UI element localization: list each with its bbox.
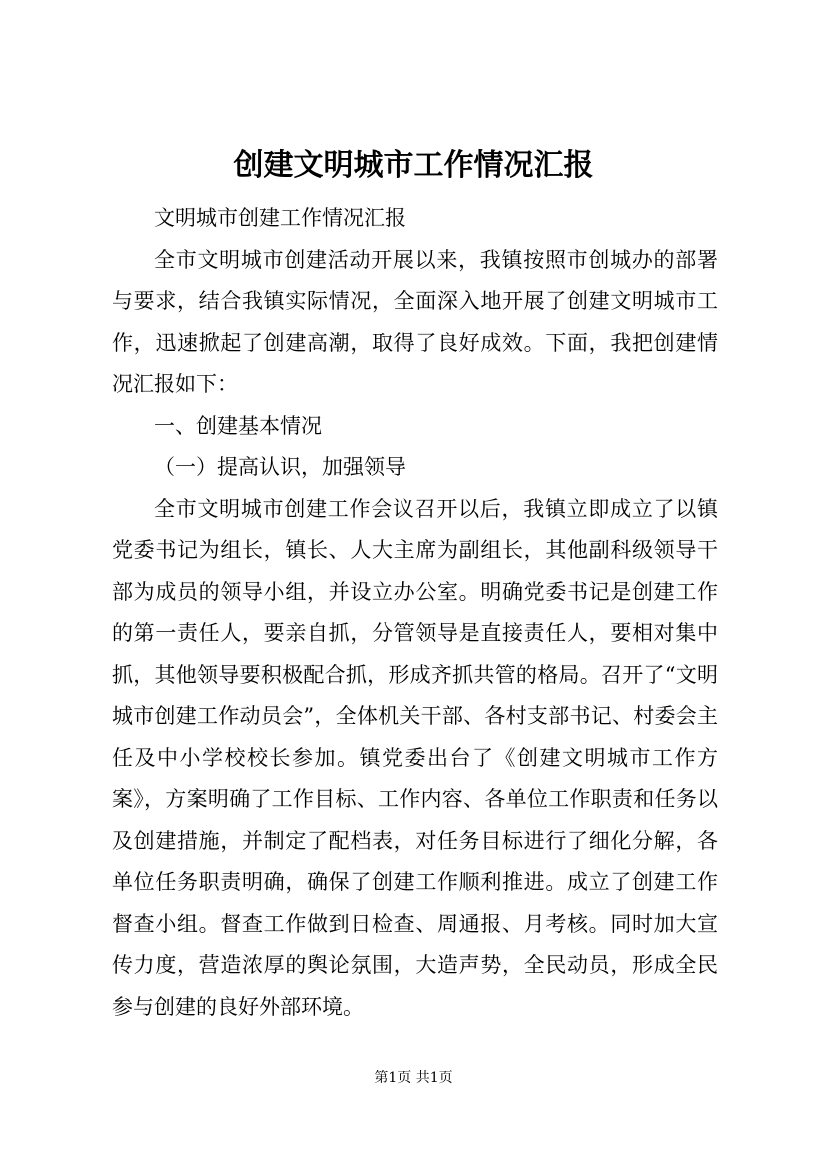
subsection-heading: （一）提高认识，加强领导: [154, 455, 406, 479]
page-footer: 第1页 共1页: [374, 1070, 453, 1086]
paragraph-leadership: 全市文明城市创建工作会议召开以后，我镇立即成立了以镇党委书记为组长，镇长、人大主席为副组长，其他副科级领导干部为成员的领导小组，并设立办公室。明确党委书记是创建工作的第一责任人，要亲自抓，分管领导是直接责任人，要相对集中抓，其他领导要积极配合抓，形成齐抓共管的格局。召开了“文明城市创建工作动员会”，全体机关干部、各村支部书记、村委会主任及中小学校校长参加。镇党委出台了《创建文明城市工作方案》，方案明确了工作目标、工作内容、各单位工作职责和任务以及创建措施，并制定了配档表，对任务目标进行了细化分解，各单位任务职责明确，确保了创建工作顺利推进。成立了创建工作督查小组。督查工作做到日检查、周通报、月考核。同时加大宣传力度，营造浓厚的舆论氛围，大造声势，全民动员，形成全民参与创建的良好外部环境。: [112, 496, 718, 1019]
section-heading: 一、创建基本情况: [154, 413, 322, 438]
paragraph-subtitle: 文明城市创建工作情况汇报: [154, 206, 406, 230]
document-title: 创建文明城市工作情况汇报: [233, 148, 594, 183]
paragraph-intro: 全市文明城市创建活动开展以来，我镇按照市创城办的部署与要求，结合我镇实际情况，全面深入地开展了创建文明城市工作，迅速掀起了创建高潮，取得了良好成效。下面，我把创建情况汇报如下：: [112, 247, 718, 396]
document-body: [112, 198, 718, 1028]
